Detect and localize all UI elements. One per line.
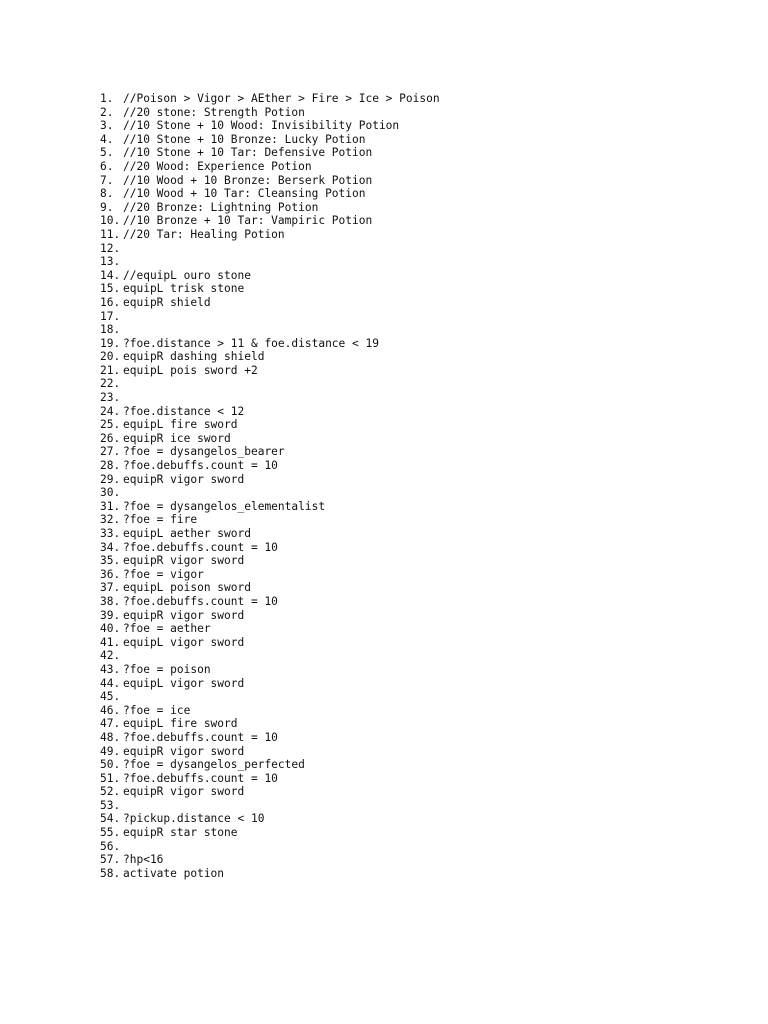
line-number: 26.: [100, 431, 121, 445]
line-number: 49.: [100, 744, 121, 758]
code-line: [100, 799, 740, 813]
code-line: [100, 282, 740, 296]
code-line: [100, 228, 740, 242]
line-text: //20 Wood: Experience Potion: [123, 159, 312, 173]
line-number: 21.: [100, 363, 121, 377]
line-text: //20 Bronze: Lightning Potion: [123, 200, 319, 214]
line-text: equipL trisk stone: [123, 282, 245, 296]
line-text: ?foe.debuffs.count = 10: [123, 540, 278, 554]
line-text: equipR vigor sword: [123, 785, 245, 799]
code-line: [100, 745, 740, 759]
line-number: 46.: [100, 703, 121, 717]
line-text: equipR star stone: [123, 826, 238, 840]
line-number: 54.: [100, 812, 121, 826]
line-number: 56.: [100, 839, 121, 853]
line-number: 7.: [100, 173, 114, 187]
line-number: 16.: [100, 295, 121, 309]
line-number: 9.: [100, 200, 114, 214]
line-text: //10 Wood + 10 Tar: Cleansing Potion: [123, 187, 366, 201]
code-line: [100, 486, 740, 500]
code-line: [100, 160, 740, 174]
line-number: 44.: [100, 676, 121, 690]
line-text: [123, 255, 740, 269]
line-text: ?foe = dysangelos_perfected: [123, 758, 305, 772]
code-line: [100, 92, 740, 106]
code-line: [100, 581, 740, 595]
code-line: [100, 405, 740, 419]
line-text: ?foe = aether: [123, 622, 211, 636]
code-line: [100, 269, 740, 283]
line-text: equipR shield: [123, 295, 211, 309]
line-text: ?foe.distance > 11 & foe.distance < 19: [123, 336, 379, 350]
line-text: //10 Wood + 10 Bronze: Berserk Potion: [123, 173, 373, 187]
code-line: [100, 731, 740, 745]
line-text: //10 Bronze + 10 Tar: Vampiric Potion: [123, 214, 373, 228]
line-text: equipR vigor sword: [123, 472, 245, 486]
line-text: equipR vigor sword: [123, 744, 245, 758]
code-line: [100, 867, 740, 881]
code-line: [100, 296, 740, 310]
code-line: [100, 758, 740, 772]
line-number: 42.: [100, 649, 121, 663]
line-number: 53.: [100, 798, 121, 812]
code-line: [100, 690, 740, 704]
code-line: [100, 609, 740, 623]
line-text: ?foe.debuffs.count = 10: [123, 594, 278, 608]
line-number: 11.: [100, 227, 121, 241]
line-text: ?foe = vigor: [123, 567, 204, 581]
line-text: //20 Tar: Healing Potion: [123, 227, 285, 241]
line-text: [123, 649, 740, 663]
line-text: equipR dashing shield: [123, 350, 265, 364]
line-number: 47.: [100, 717, 121, 731]
line-number: 12.: [100, 241, 121, 255]
code-line: [100, 119, 740, 133]
line-number: 32.: [100, 513, 121, 527]
code-line: [100, 133, 740, 147]
line-text: activate potion: [123, 866, 225, 880]
line-number: 20.: [100, 350, 121, 364]
code-line: [100, 826, 740, 840]
line-text: equipL aether sword: [123, 527, 251, 540]
line-text: //10 Stone + 10 Bronze: Lucky Potion: [123, 132, 366, 146]
code-line: [100, 772, 740, 786]
code-line: [100, 812, 740, 826]
line-number: 39.: [100, 608, 121, 622]
code-line: [100, 527, 740, 541]
code-line: [100, 255, 740, 269]
line-text: [123, 310, 740, 324]
code-line: [100, 242, 740, 256]
code-line: [100, 445, 740, 459]
code-line: [100, 704, 740, 718]
code-line: [100, 214, 740, 228]
line-number: 38.: [100, 594, 121, 608]
line-number: 19.: [100, 336, 121, 350]
line-number: 17.: [100, 309, 121, 323]
line-number: 36.: [100, 567, 121, 581]
line-number: 5.: [100, 146, 114, 160]
line-number: 25.: [100, 418, 121, 432]
line-text: //equipL ouro stone: [123, 268, 251, 282]
line-text: equipL vigor sword: [123, 676, 245, 690]
line-number: 18.: [100, 323, 121, 337]
line-text: equipL fire sword: [123, 717, 238, 731]
line-number: 40.: [100, 622, 121, 636]
line-text: //10 Stone + 10 Tar: Defensive Potion: [123, 146, 373, 160]
line-text: ?foe.distance < 12: [123, 404, 245, 418]
code-line: [100, 391, 740, 405]
code-line: [100, 350, 740, 364]
line-number: 10.: [100, 214, 121, 228]
code-line: [100, 337, 740, 351]
line-number: 15.: [100, 282, 121, 296]
line-number: 57.: [100, 853, 121, 867]
line-number: 52.: [100, 785, 121, 799]
code-line: [100, 500, 740, 514]
line-text: ?foe = fire: [123, 513, 198, 527]
line-text: equipL poison sword: [123, 581, 251, 595]
line-number: 50.: [100, 758, 121, 772]
line-number: 51.: [100, 771, 121, 785]
line-number: 35.: [100, 554, 121, 568]
line-text: equipL pois sword +2: [123, 363, 258, 377]
line-text: equipR vigor sword: [123, 608, 245, 622]
code-line: [100, 513, 740, 527]
code-line: [100, 473, 740, 487]
code-line: [100, 554, 740, 568]
line-text: [123, 840, 740, 854]
code-line: [100, 310, 740, 324]
line-text: ?hp<16: [123, 853, 164, 867]
line-number: 4.: [100, 132, 114, 146]
line-number: 22.: [100, 377, 121, 391]
line-number: 24.: [100, 404, 121, 418]
code-line: [100, 840, 740, 854]
line-number: 29.: [100, 472, 121, 486]
line-number: 8.: [100, 187, 114, 201]
line-number: 33.: [100, 527, 121, 540]
code-listing: [100, 92, 740, 880]
line-text: ?foe = ice: [123, 703, 191, 717]
line-text: ?foe = poison: [123, 662, 211, 676]
code-line: [100, 174, 740, 188]
line-number: 27.: [100, 445, 121, 459]
code-line: [100, 595, 740, 609]
code-line: [100, 106, 740, 120]
code-line: [100, 636, 740, 650]
line-number: 55.: [100, 826, 121, 840]
line-text: //10 Stone + 10 Wood: Invisibility Potion: [123, 119, 400, 133]
line-text: //20 stone: Strength Potion: [123, 105, 305, 119]
code-line: [100, 377, 740, 391]
line-text: [123, 242, 740, 256]
line-number: 13.: [100, 255, 121, 269]
code-line: [100, 717, 740, 731]
code-line: [100, 418, 740, 432]
line-number: 23.: [100, 391, 121, 405]
line-text: equipR vigor sword: [123, 554, 245, 568]
code-line: [100, 364, 740, 378]
line-text: ?foe.debuffs.count = 10: [123, 730, 278, 744]
line-text: [123, 486, 740, 500]
code-line: [100, 146, 740, 160]
line-text: equipL vigor sword: [123, 635, 245, 649]
code-line: [100, 853, 740, 867]
line-text: ?foe = dysangelos_elementalist: [123, 499, 326, 513]
line-number: 45.: [100, 690, 121, 704]
line-text: ?foe.debuffs.count = 10: [123, 771, 278, 785]
code-line: [100, 663, 740, 677]
line-number: 6.: [100, 159, 114, 173]
code-line: [100, 187, 740, 201]
line-number: 31.: [100, 499, 121, 513]
line-text: equipL fire sword: [123, 418, 238, 432]
line-number: 3.: [100, 119, 114, 133]
code-line: [100, 649, 740, 663]
code-line: [100, 568, 740, 582]
line-number: 30.: [100, 486, 121, 500]
code-line: [100, 622, 740, 636]
line-number: 34.: [100, 540, 121, 554]
line-text: [123, 377, 740, 391]
code-line: [100, 677, 740, 691]
line-number: 2.: [100, 105, 114, 119]
line-number: 37.: [100, 581, 121, 595]
line-number: 43.: [100, 662, 121, 676]
line-text: [123, 391, 740, 405]
line-text: [123, 799, 740, 813]
line-text: equipR ice sword: [123, 431, 231, 445]
line-text: [123, 690, 740, 704]
line-text: ?foe.debuffs.count = 10: [123, 459, 278, 473]
line-number: 1.: [100, 92, 114, 105]
line-text: ?foe = dysangelos_bearer: [123, 445, 285, 459]
line-number: 14.: [100, 268, 121, 282]
line-text: //Poison > Vigor > AEther > Fire > Ice > Poison: [123, 92, 440, 105]
code-line: [100, 541, 740, 555]
line-text: [123, 323, 740, 337]
code-line: [100, 323, 740, 337]
line-number: 41.: [100, 635, 121, 649]
code-line: [100, 785, 740, 799]
code-line: [100, 432, 740, 446]
line-number: 48.: [100, 730, 121, 744]
line-number: 58.: [100, 866, 121, 880]
line-text: ?pickup.distance < 10: [123, 812, 265, 826]
code-line: [100, 201, 740, 215]
line-number: 28.: [100, 459, 121, 473]
code-line: [100, 459, 740, 473]
